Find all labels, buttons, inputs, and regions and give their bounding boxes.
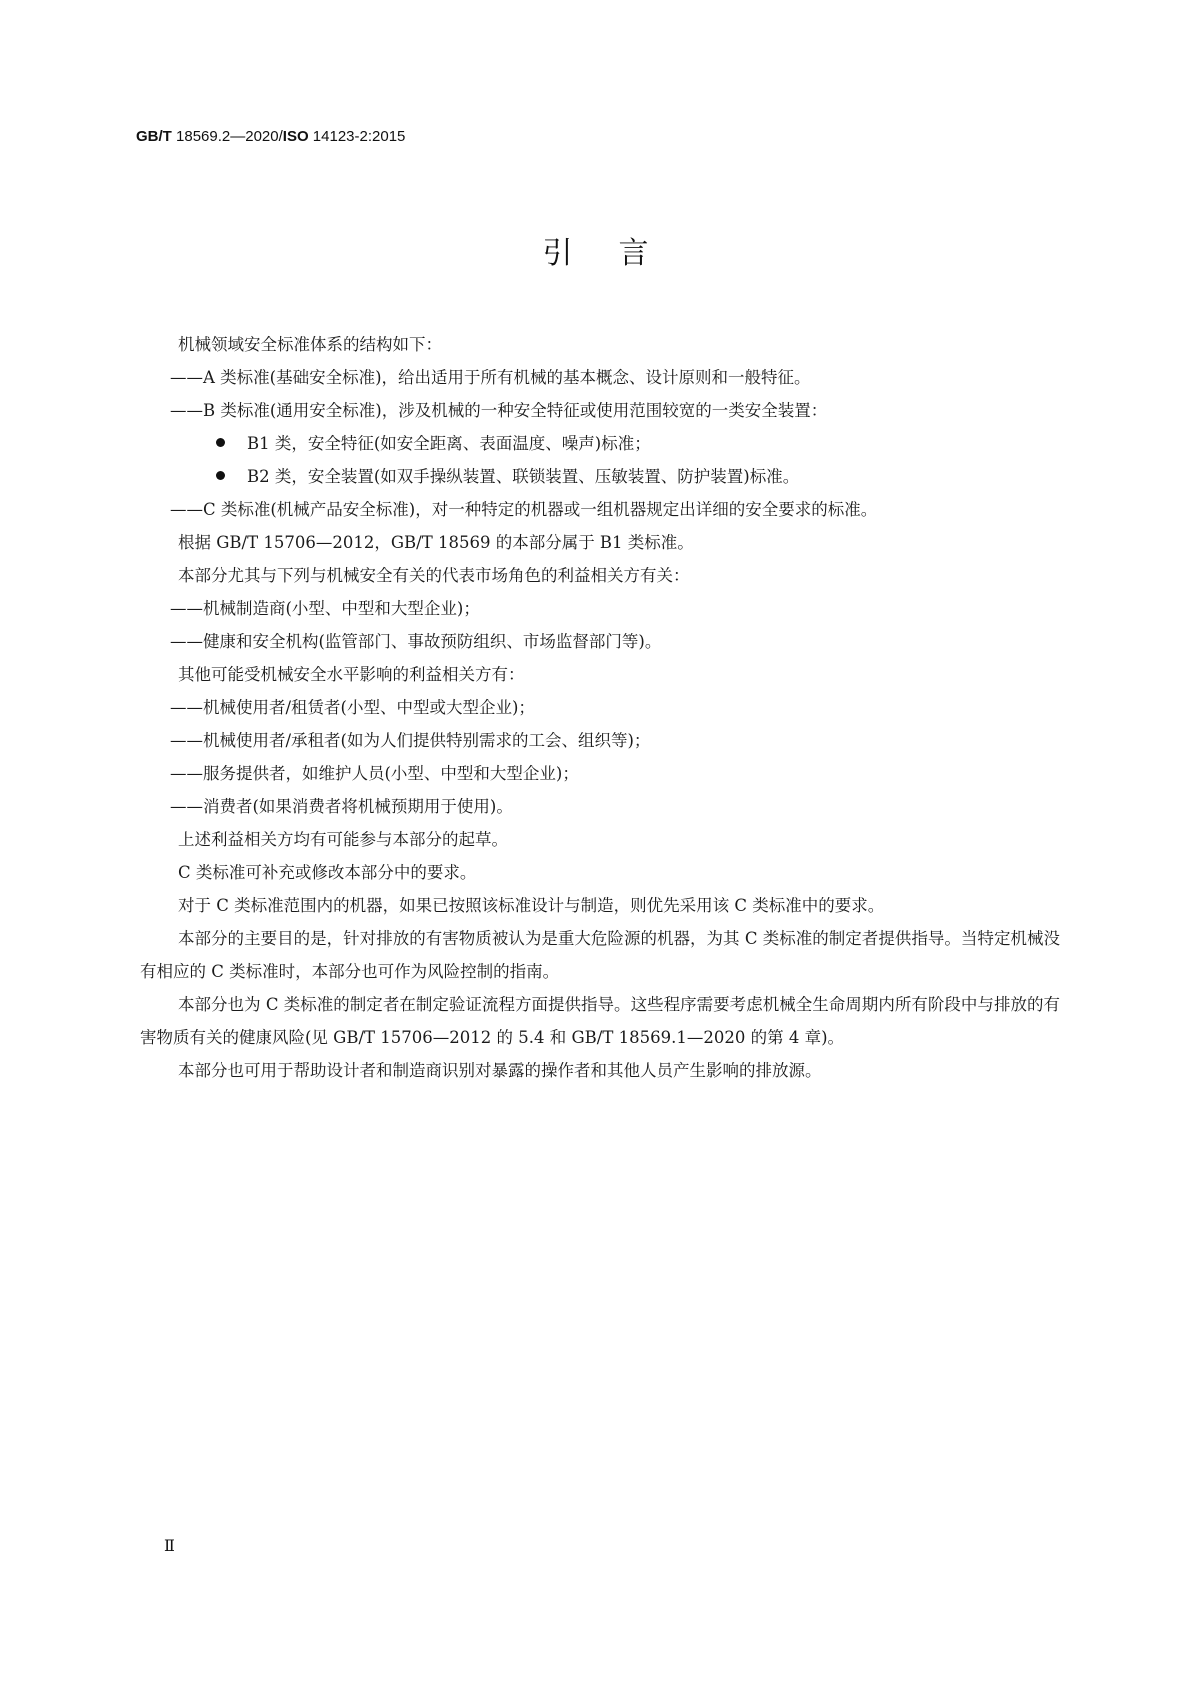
list-item: ——健康和安全机构(监管部门、事故预防组织、市场监督部门等)。 — [170, 632, 662, 651]
bullet-text: B2 类，安全装置(如双手操纵装置、联锁装置、压敏装置、防护装置)标准。 — [247, 467, 800, 486]
list-item: ——消费者(如果消费者将机械预期用于使用)。 — [170, 797, 513, 816]
list-item: ——A 类标准(基础安全标准)，给出适用于所有机械的基本概念、设计原则和一般特征。 — [170, 368, 811, 387]
list-item: ——C 类标准(机械产品安全标准)，对一种特定的机器或一组机器规定出详细的安全要求的标准。 — [170, 500, 878, 519]
page-title: 引言 — [542, 236, 695, 271]
paragraph: 对于 C 类标准范围内的机器，如果已按照该标准设计与制造，则优先采用该 C 类标准中的要求。 — [178, 896, 885, 915]
paragraph-text: 本部分的主要目的是，针对排放的有害物质被认为是重大危险源的机器，为其 C 类标准的制定者提供指导。当特定机械没有相应的 C 类标准时，本部分也可作为风险控制的指南。 — [140, 929, 1060, 981]
paragraph: 本部分也可用于帮助设计者和制造商识别对暴露的操作者和其他人员产生影响的排放源。 — [178, 1061, 822, 1080]
paragraph: 根据 GB/T 15706—2012，GB/T 18569 的本部分属于 B1 类标准。 — [178, 533, 694, 552]
introduction-body — [140, 328, 1060, 1087]
paragraph-text: 本部分也为 C 类标准的制定者在制定验证流程方面提供指导。这些程序需要考虑机械全生命周期内所有阶段中与排放的有害物质有关的健康风险(见 GB/T 15706—2012 的 5.4 和 GB/T 18569.1—2020 的第 4 章)。 — [140, 995, 1060, 1047]
paragraph: 机械领域安全标准体系的结构如下： — [178, 335, 442, 354]
paragraph — [140, 922, 1060, 988]
bullet-icon — [216, 471, 225, 480]
standard-code-header — [136, 128, 405, 145]
paragraph — [140, 988, 1060, 1054]
list-item: ——机械制造商(小型、中型和大型企业)； — [170, 599, 480, 618]
paragraph: 上述利益相关方均有可能参与本部分的起草。 — [178, 830, 508, 849]
paragraph: 本部分尤其与下列与机械安全有关的代表市场角色的利益相关方有关： — [178, 566, 690, 585]
bullet-icon — [216, 438, 225, 447]
page-number: Ⅱ — [164, 1538, 175, 1555]
bullet-item — [178, 427, 1060, 460]
bullet-item — [178, 460, 1060, 493]
code-prefix: GB/T — [136, 128, 172, 145]
bullet-text: B1 类，安全特征(如安全距离、表面温度、噪声)标准； — [247, 434, 651, 453]
list-item: ——机械使用者/承租者(如为人们提供特别需求的工会、组织等)； — [170, 731, 651, 750]
code-number: 18569.2—2020/ — [171, 128, 283, 145]
list-item: ——服务提供者，如维护人员(小型、中型和大型企业)； — [170, 764, 579, 783]
list-item: ——B 类标准(通用安全标准)，涉及机械的一种安全特征或使用范围较宽的一类安全装置： — [170, 401, 828, 420]
paragraph: 其他可能受机械安全水平影响的利益相关方有： — [178, 665, 525, 684]
paragraph: C 类标准可补充或修改本部分中的要求。 — [178, 863, 477, 882]
iso-number: 14123-2:2015 — [308, 128, 406, 145]
list-item: ——机械使用者/租赁者(小型、中型或大型企业)； — [170, 698, 535, 717]
iso-prefix: ISO — [282, 128, 309, 145]
